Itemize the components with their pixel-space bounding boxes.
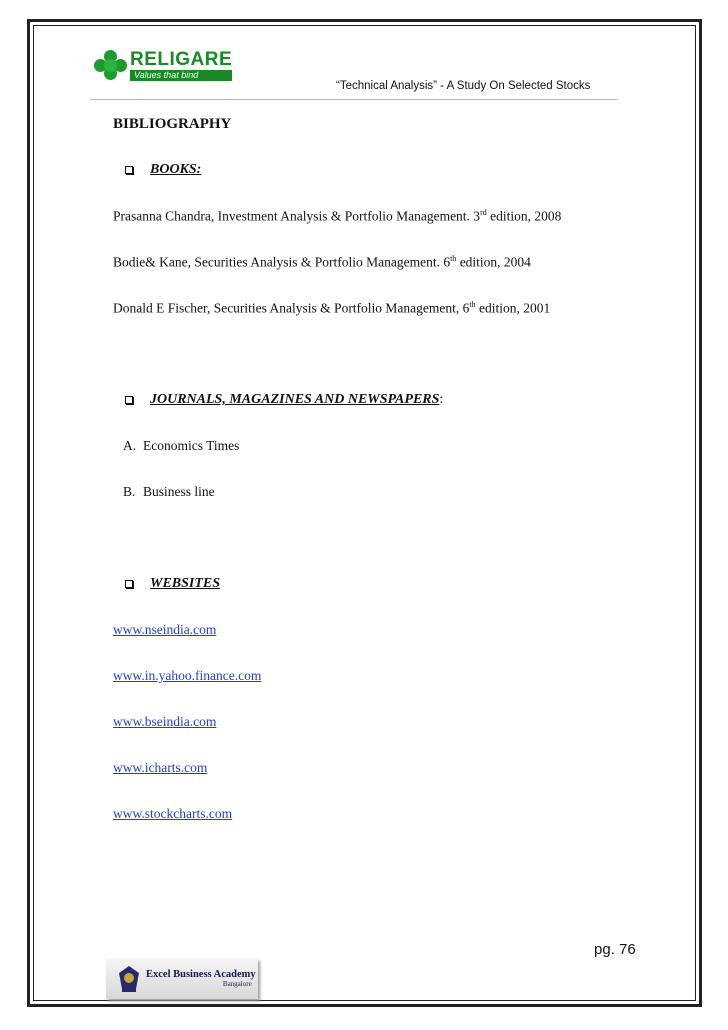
website-link-icharts[interactable]: www.icharts.com <box>113 760 208 775</box>
section-journals-label: JOURNALS, MAGAZINES AND NEWSPAPERS <box>150 392 440 407</box>
book-entry: Bodie& Kane, Securities Analysis & Portfolio Management. 6th edition, 2004 <box>113 254 531 270</box>
section-books <box>125 162 201 178</box>
page-title: BIBLIOGRAPHY <box>113 116 232 132</box>
section-journals: JOURNALS, MAGAZINES AND NEWSPAPERS : <box>125 392 443 408</box>
clover-icon <box>94 50 128 80</box>
journal-item: A. Economics Times <box>123 438 240 453</box>
book-entry: Donald E Fischer, Securities Analysis & Portfolio Management, 6th edition, 2001 <box>113 300 551 316</box>
website-link-bseindia[interactable]: www.bseindia.com <box>113 714 217 729</box>
square-bullet-icon <box>125 396 133 404</box>
academy-city: Bangalore <box>222 979 252 988</box>
excel-business-academy-logo <box>106 959 258 999</box>
website-link-yahoo-finance[interactable]: www.in.yahoo.finance.com <box>113 668 262 683</box>
book-entry: Prasanna Chandra, Investment Analysis & Portfolio Management. 3rd edition, 2008 <box>113 208 562 224</box>
academy-emblem-icon <box>118 965 140 993</box>
brand-tagline: Values that bind <box>130 70 232 81</box>
section-books-label: BOOKS: <box>150 162 202 177</box>
document-header-title: “Technical Analysis” - A Study On Selected Stocks <box>336 80 591 92</box>
journal-item: B. Business line <box>123 484 215 499</box>
brand-name: RELIGARE <box>130 48 233 70</box>
square-bullet-icon <box>125 166 133 174</box>
religare-logo <box>94 50 232 80</box>
academy-name: Excel Business Academy <box>146 969 256 981</box>
website-link-nseindia[interactable]: www.nseindia.com <box>113 622 217 637</box>
website-link-stockcharts[interactable]: www.stockcharts.com <box>113 806 233 821</box>
section-websites <box>125 576 220 592</box>
page-number: pg. 76 <box>594 941 636 958</box>
section-websites-label: WEBSITES <box>150 576 221 591</box>
header-divider <box>90 99 618 100</box>
square-bullet-icon <box>125 580 133 588</box>
